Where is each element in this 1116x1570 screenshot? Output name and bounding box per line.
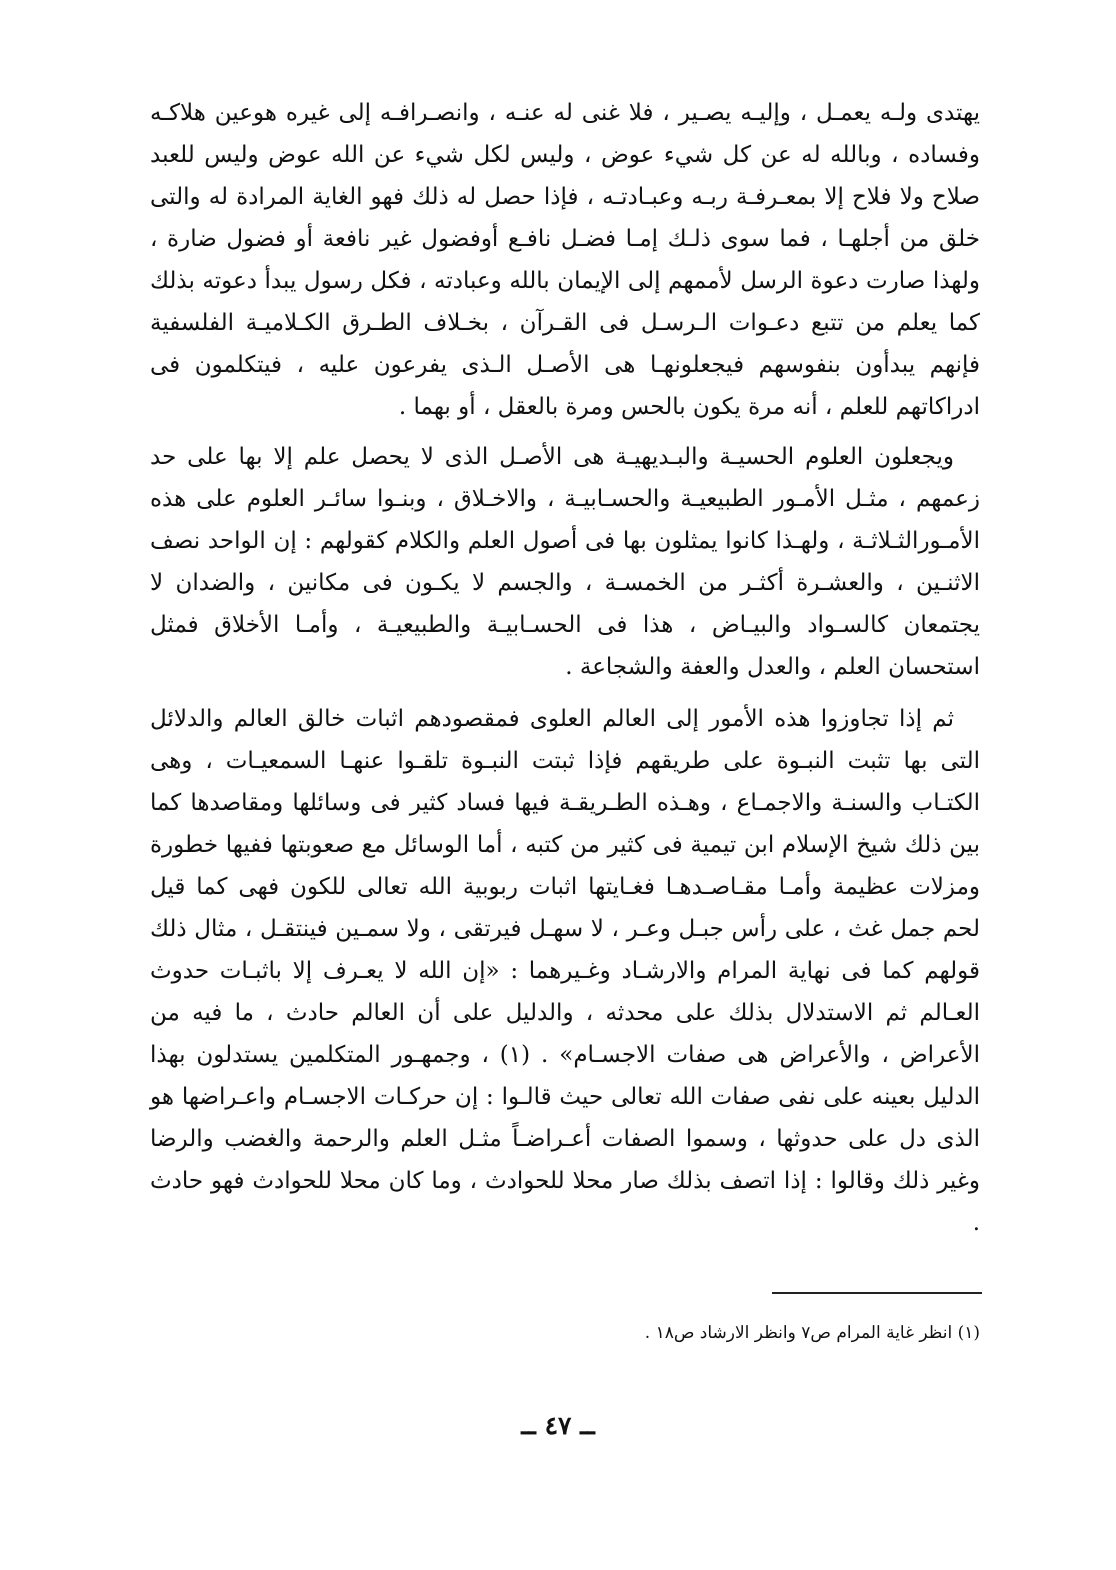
paragraph-1: يهتدى ولـه يعمـل ، وإليـه يصـير ، فلا غنى له عنـه ، وانصـرافـه إلى غيره هوعين هلاكـه وفساده ، وبالله له عن كل شيء عوض ، وليس لكل شيء عن الله عوض وليس للعبد صلاح ولا فلاح إلا بمعـرفـة ربـه وعبـادتـه ، فإذا حصل له ذلك فهو الغاية المرادة له والتى خلق من أجلهـا ، فما سوى ذلـك إمـا فضـل نافـع أوفضول غير نافعة أو فضول ضارة ، ولهذا صارت دعوة الرسل لأممهم إلى الإيمان بالله وعبادته ، فكل رسول يبدأ دعوته بذلك كما يعلم من تتبع دعـوات الـرسـل فى القـرآن ، بخـلاف الطـرق الكـلاميـة الفلسفية فإنهم يبدأون بنفوسهم فيجعلونهـا هى الأصـل الـذى يفرعون عليه ، فيتكلمون فى ادراكاتهم للعلم ، أنه مرة يكون بالحس ومرة بالعقل ، أو بهما . [150,100,980,420]
body-text [150,92,980,1244]
paragraph-2: ويجعلون العلوم الحسيـة والبـديهيـة هى الأصـل الذى لا يحصل علم إلا بها على حد زعمهم ، مثـل الأمـور الطبيعيـة والحسـابيـة ، والاخـلاق ، وبنـوا سائـر العلوم على هذه الأمـورالثـلاثـة ، ولهـذا كانوا يمثلون بها فى أصول العلم والكلام كقولهم : إن الواحد نصف الاثنـين ، والعشـرة أكثـر من الخمسـة ، والجسم لا يكـون فى مكانين ، والضدان لا يجتمعان كالسـواد والبيـاض ، هذا فى الحسـابيـة والطبيعيـة ، وأمـا الأخلاق فمثل استحسان العلم ، والعدل والعفة والشجاعة . [150,444,980,680]
footnote-separator [772,1292,982,1294]
footnote: (١) انظر غاية المرام ص٧ وانظر الارشاد ص١٨ . [644,1323,980,1343]
page-number: ــ ٤٧ ــ [521,1411,595,1440]
paragraph-3: ثم إذا تجاوزوا هذه الأمور إلى العالم العلوى فمقصودهم اثبات خالق العالم والدلائل التى بها تثبت النبـوة على طريقهم فإذا ثبتت النبـوة تلقـوا عنهـا السمعيـات ، وهى الكتـاب والسنـة والاجمـاع ، وهـذه الطـريقـة فيها فساد كثير فى وسائلها ومقاصدها كما بين ذلك شيخ الإسلام ابن تيمية فى كثير من كتبه ، أما الوسائل مع صعوبتها ففيها خطورة ومزلات عظيمة وأمـا مقـاصـدهـا فغـايتها اثبات ربوبية الله تعالى للكون فهى كما قيل لحم جمل غث ، على رأس جبـل وعـر ، لا سهـل فيرتقى ، ولا سمـين فينتقـل ، مثال ذلك قولهم كما فى نهاية المرام والارشـاد وغـيرهما : «إن الله لا يعـرف إلا باثبـات حدوث العـالم ثم الاستدلال بذلك على محدثه ، والدليل على أن العالم حادث ، ما فيه من الأعراض ، والأعراض هى صفات الاجسـام» . (١) ، وجمهـور المتكلمين يستدلون بهذا الدليل بعينه على نفى صفات الله تعالى حيث قالـوا : إن حركـات الاجسـام واعـراضها هو الذى دل على حدوثها ، وسموا الصفات أعـراضـاً مثـل العلم والرحمة والغضب والرضا وغير ذلك وقالوا : إذا اتصف بذلك صار محلا للحوادث ، وما كان محلا للحوادث فهو حادث . [150,706,980,1236]
